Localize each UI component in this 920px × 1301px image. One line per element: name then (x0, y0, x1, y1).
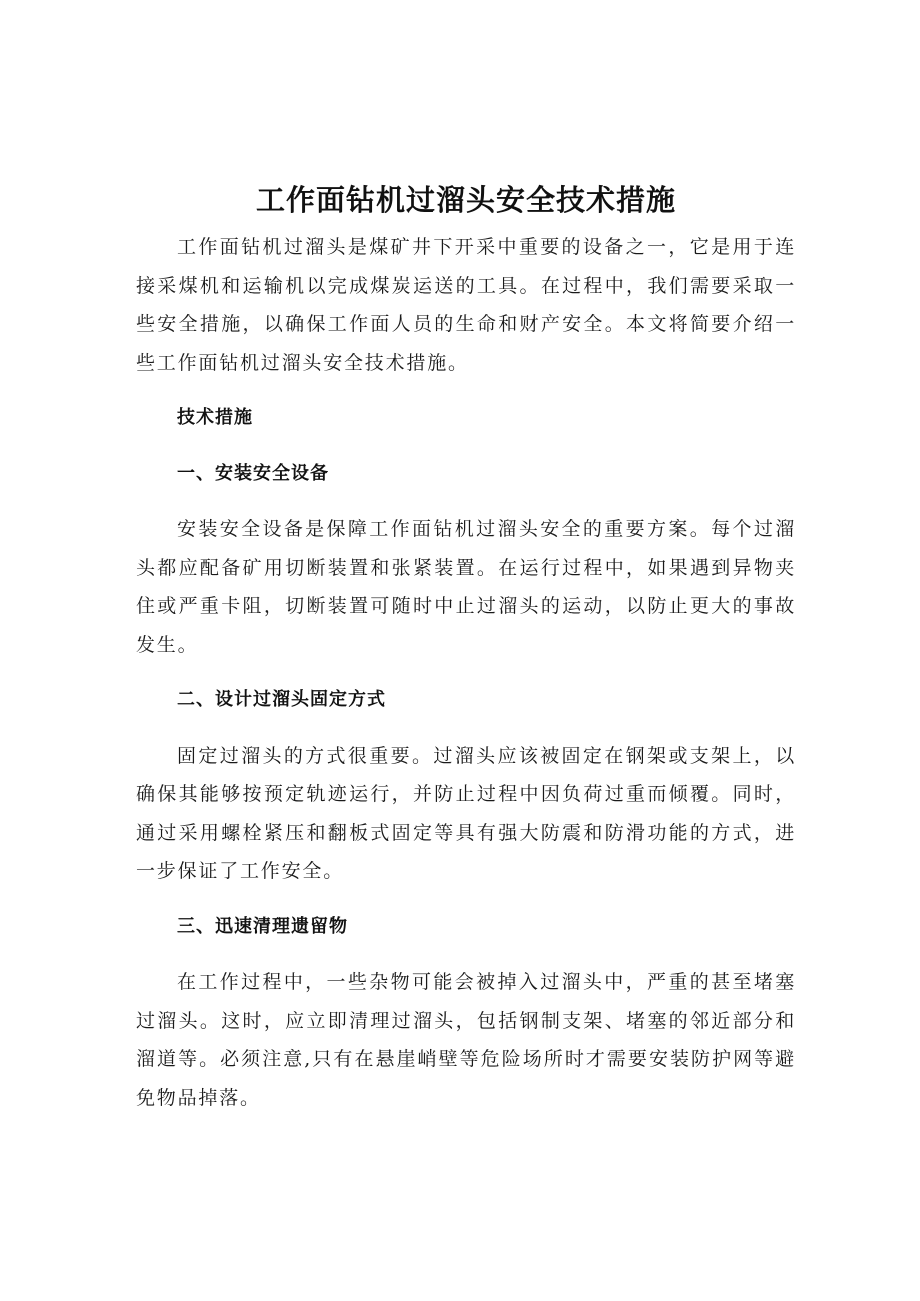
section-3-heading: 三、迅速清理遗留物 (177, 915, 348, 937)
section-heading-technical-measures: 技术措施 (177, 407, 253, 428)
section-3-body: 在工作过程中，一些杂物可能会被掉入过溜头中，严重的甚至堵塞过溜头。这时，应立即清理过溜头，包括钢制支架、堵塞的邻近部分和溜道等。必须注意,只有在悬崖峭壁等危险场所时才需要安装防护网等避免物品掉落。 (136, 971, 796, 1109)
section-2-body: 固定过溜头的方式很重要。过溜头应该被固定在钢架或支架上，以确保其能够按预定轨迹运行，并防止过程中因负荷过重而倾覆。同时，通过采用螺栓紧压和翻板式固定等具有强大防震和防滑功能的方式，进一步保证了工作安全。 (136, 744, 796, 882)
section-1-heading: 一、安装安全设备 (177, 462, 329, 484)
section-2-heading: 二、设计过溜头固定方式 (177, 689, 386, 710)
section-1-body: 安装安全设备是保障工作面钻机过溜头安全的重要方案。每个过溜头都应配备矿用切断装置和张紧装置。在运行过程中，如果遇到异物夹住或严重卡阻，切断装置可随时中止过溜头的运动，以防止更大的事故发生。 (136, 518, 796, 656)
document-title: 工作面钻机过溜头安全技术措施 (255, 183, 676, 217)
intro-paragraph: 工作面钻机过溜头是煤矿井下开采中重要的设备之一，它是用于连接采煤机和运输机以完成煤炭运送的工具。在过程中，我们需要采取一些安全措施，以确保工作面人员的生命和财产安全。本文将简要介绍一些工作面钻机过溜头安全技术措施。 (136, 236, 796, 374)
